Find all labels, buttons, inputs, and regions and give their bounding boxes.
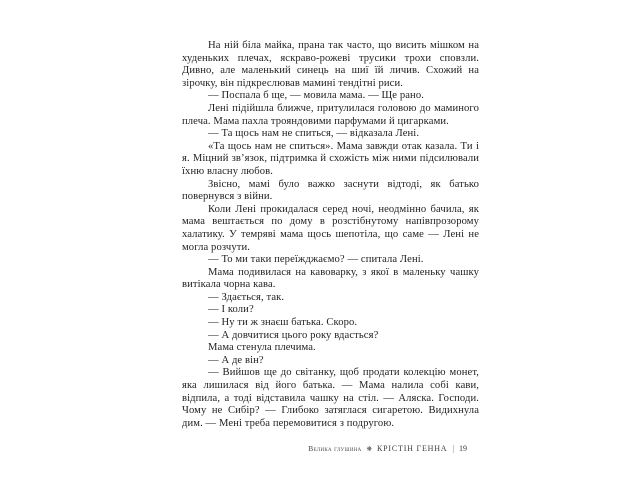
page-text-block (182, 40, 479, 430)
page-number: 19 (459, 444, 467, 453)
paragraph: — Та щось нам не спиться, — відказала Лені. (208, 128, 420, 140)
page-footer (182, 444, 479, 453)
paragraph: Мама стенула плечима. (208, 342, 316, 354)
paragraph: — І коли? (208, 304, 254, 316)
paragraph: — Поспала б ще, — мовила мама. — Ще рано. (208, 90, 424, 102)
paragraph: «Та щось нам не спиться». Мама завжди отак казала. Ти і я. Міцний зв’язок, підтримка й схожість між ними підсилювали їхню власну любов. (182, 140, 479, 177)
paragraph: Мама подивилася на кавоварку, з якої в маленьку чашку витікала чорна кава. (182, 266, 479, 291)
paragraph: — Ну ти ж знаєш батька. Скоро. (208, 317, 358, 329)
paragraph: Коли Лені прокидалася серед ночі, неодмінно бачила, як мама вештається по дому в розстібнутому напівпрозорому халатику. У темряві мама щось шепотіла, що саме — Лені не могла розчути. (182, 203, 479, 253)
running-title: Велика глушина (308, 444, 362, 453)
paragraph: — То ми таки переїжджаємо? — спитала Лені. (208, 254, 424, 266)
footer-divider: | (452, 444, 454, 453)
paragraph: — А довчитися цього року вдасться? (208, 329, 379, 341)
running-author: КРІСТІН ГЕННА (377, 444, 448, 453)
paragraph: На ній біла майка, прана так часто, що висить мішком на худеньких плечах, яскраво-рожеві трусики трохи сповзли. Дивно, але маленький синець на шиї їй личив. Схожий на зірочку, він підкреслював мамині тендітні риси. (182, 40, 479, 89)
paragraph: Лені підійшла ближче, притулилася головою до маминого плеча. Мама пахла трояндовими парфумами й цигарками. (182, 102, 479, 127)
snowflake-ornament-icon: ❋ (366, 445, 373, 453)
paragraph: — Здається, так. (208, 291, 285, 303)
paragraph: — А де він? (208, 354, 264, 366)
paragraph: Звісно, мамі було важко заснути відтоді, як батько повернувся з війни. (182, 178, 479, 203)
paragraph: — Вийшов ще до світанку, щоб продати колекцію монет, яка лишилася від його батька. — Мама налила собі кави, відпила, а тоді відставила чашку на стіл. — Аляска. Господи. Чому не Сибір? — Глибоко затяглася сигаретою. Видихнула дим. — Мені треба перемовитися з подругою. (182, 367, 479, 429)
